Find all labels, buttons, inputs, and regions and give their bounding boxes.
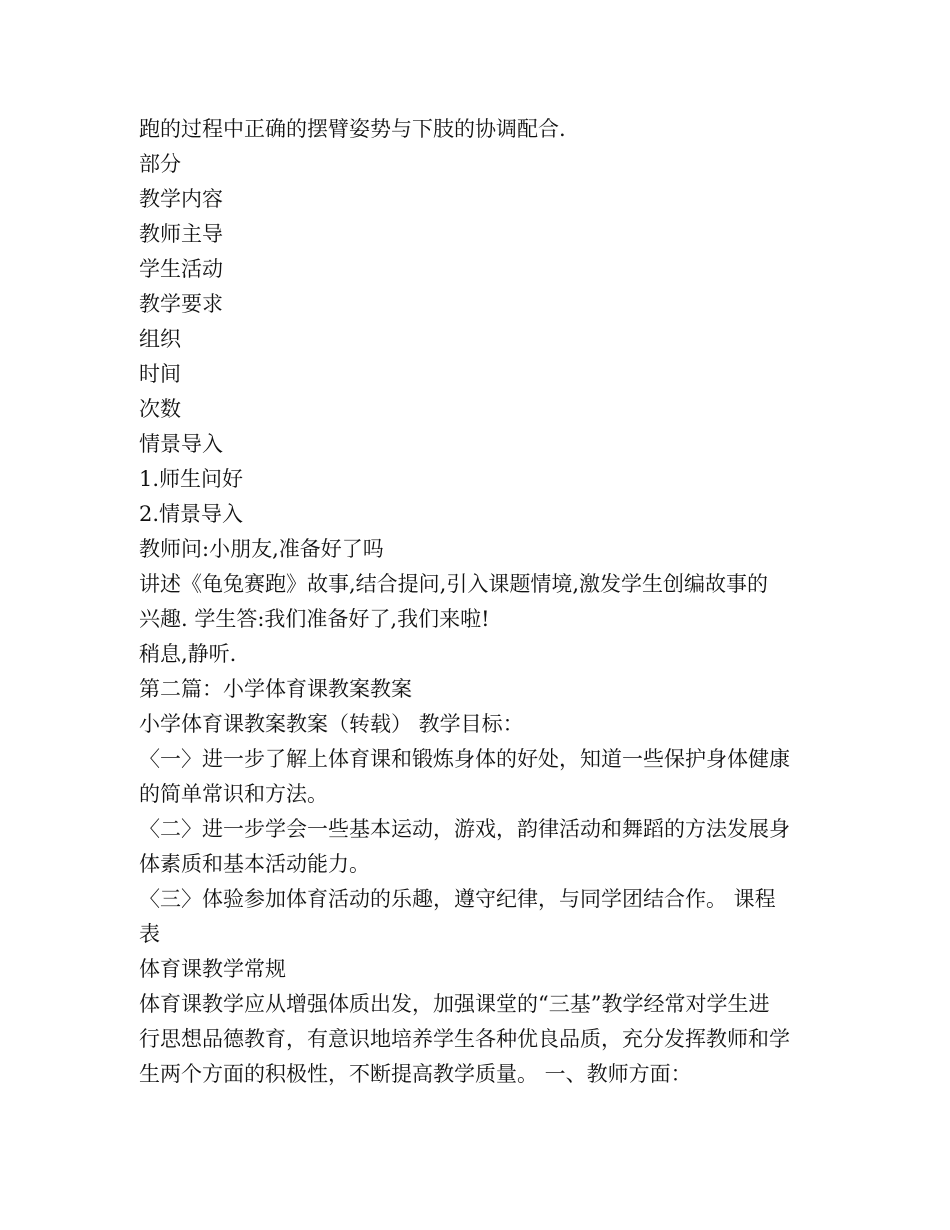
text-line: 稍息,静听. <box>139 642 237 666</box>
text-line: 部分 <box>139 152 181 176</box>
text-line: 讲述《龟兔赛跑》故事,结合提问,引入课题情境,激发学生创编故事的 <box>139 572 769 596</box>
text-line: 跑的过程中正确的摆臂姿势与下肢的协调配合. <box>139 117 566 141</box>
text-line: 〈三〉体验参加体育活动的乐趣，遵守纪律，与同学团结合作。 课程 <box>139 887 776 911</box>
chapter-heading: 第二篇：小学体育课教案教案 <box>139 677 412 701</box>
text-line: 小学体育课教案教案（转载） 教学目标： <box>139 712 524 736</box>
text-line: 〈二〉进一步学会一些基本运动，游戏，韵律活动和舞蹈的方法发展身 <box>139 817 790 841</box>
text-line: 时间 <box>139 362 181 386</box>
text-line: 体育课教学应从增强体质出发，加强课堂的“三基”教学经常对学生进 <box>139 992 770 1016</box>
text-line: 次数 <box>139 397 181 421</box>
text-line: 教学内容 <box>139 187 223 211</box>
text-line: 体素质和基本活动能力。 <box>139 852 370 876</box>
text-line: 组织 <box>139 327 181 351</box>
section-heading: 体育课教学常规 <box>139 957 286 981</box>
text-line: 1.师生问好 <box>139 467 244 491</box>
text-line: 教师问:小朋友,准备好了吗 <box>139 537 384 561</box>
text-line: 学生活动 <box>139 257 223 281</box>
text-line: 的简单常识和方法。 <box>139 782 328 806</box>
text-line: 〈一〉进一步了解上体育课和锻炼身体的好处，知道一些保护身体健康 <box>139 747 790 771</box>
section-heading: 情景导入 <box>139 432 223 456</box>
text-line: 2.情景导入 <box>139 502 244 526</box>
text-line: 教师主导 <box>139 222 223 246</box>
text-line: 表 <box>139 922 160 946</box>
text-line: 教学要求 <box>139 292 223 316</box>
document-body <box>139 112 819 1092</box>
text-line: 生两个方面的积极性，不断提高教学质量。 一、教师方面： <box>139 1062 692 1086</box>
text-line: 行思想品德教育，有意识地培养学生各种优良品质，充分发挥教师和学 <box>139 1027 790 1051</box>
text-line: 兴趣. 学生答:我们准备好了,我们来啦! <box>139 607 490 631</box>
